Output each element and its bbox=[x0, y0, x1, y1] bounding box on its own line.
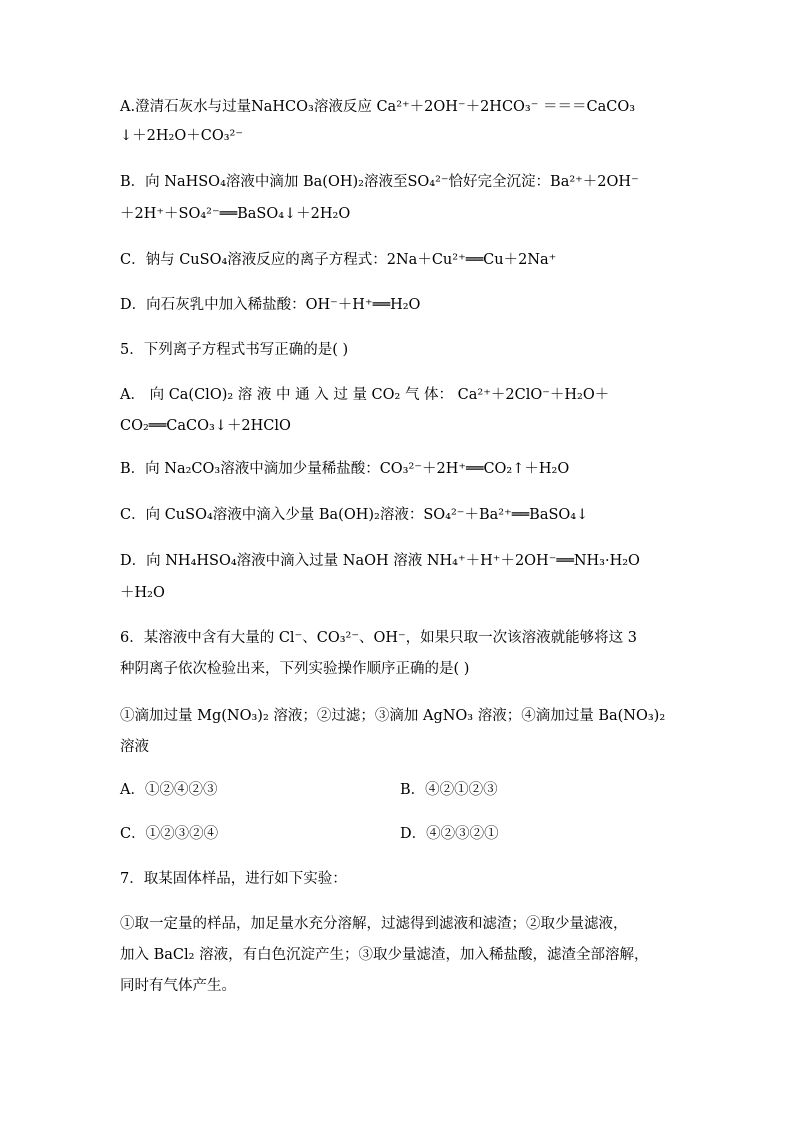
q6-option-d: D．④②③②① bbox=[400, 826, 499, 842]
question-6-stem-line1: 6．某溶液中含有大量的 Cl⁻、CO₃²⁻、OH⁻，如果只取一次该溶液就能够将这 3 bbox=[120, 630, 637, 646]
q7-text-line3: 同时有气体产生。 bbox=[120, 978, 236, 994]
q5-option-d-line2: ＋H₂O bbox=[120, 585, 165, 601]
q7-text-line1: ①取一定量的样品，加足量水充分溶解，过滤得到滤液和滤渣；②取少量滤液， bbox=[120, 916, 628, 932]
q5-option-a-line1: A． 向 Ca(ClO)₂ 溶 液 中 通 入 过 量 CO₂ 气 体： Ca²⁺＋2ClO⁻＋H₂O＋ bbox=[120, 387, 610, 403]
q4-option-a-line2: ↓＋2H₂O＋CO₃²⁻ bbox=[120, 128, 243, 144]
q5-option-c: C．向 CuSO₄溶液中滴入少量 Ba(OH)₂溶液：SO₄²⁻＋Ba²⁺══BaSO₄↓ bbox=[120, 507, 589, 523]
q5-option-d-line1: D．向 NH₄HSO₄溶液中滴入过量 NaOH 溶液 NH₄⁺＋H⁺＋2OH⁻══NH₃·H₂O bbox=[120, 553, 640, 569]
question-6-stem-line2: 种阴离子依次检验出来，下列实验操作顺序正确的是( ) bbox=[120, 661, 470, 677]
q6-option-c: C．①②③②④ bbox=[120, 826, 219, 842]
q4-option-c: C．钠与 CuSO₄溶液反应的离子方程式：2Na＋Cu²⁺══Cu＋2Na⁺ bbox=[120, 252, 557, 268]
q5-option-a-line2: CO₂══CaCO₃↓＋2HClO bbox=[120, 418, 291, 434]
q5-option-b: B．向 Na₂CO₃溶液中滴加少量稀盐酸：CO₃²⁻＋2H⁺══CO₂↑＋H₂O bbox=[120, 461, 570, 477]
q7-text-line2: 加入 BaCl₂ 溶液，有白色沉淀产生；③取少量滤渣，加入稀盐酸，滤渣全部溶解， bbox=[120, 947, 649, 963]
question-7-stem: 7．取某固体样品，进行如下实验： bbox=[120, 871, 347, 887]
question-5-stem: 5．下列离子方程式书写正确的是( ) bbox=[120, 342, 349, 358]
q4-option-d: D．向石灰乳中加入稀盐酸：OH⁻＋H⁺══H₂O bbox=[120, 297, 421, 313]
q6-steps-line2: 溶液 bbox=[120, 739, 149, 755]
q6-steps-line1: ①滴加过量 Mg(NO₃)₂ 溶液；②过滤；③滴加 AgNO₃ 溶液；④滴加过量 Ba(NO₃)₂ bbox=[120, 708, 666, 724]
q6-option-b: B．④②①②③ bbox=[400, 782, 498, 798]
q4-option-b-line2: ＋2H⁺＋SO₄²⁻══BaSO₄↓＋2H₂O bbox=[120, 206, 351, 222]
q4-option-b-line1: B．向 NaHSO₄溶液中滴加 Ba(OH)₂溶液至SO₄²⁻恰好完全沉淀：Ba²⁺＋2OH⁻ bbox=[120, 174, 639, 190]
q6-option-a: A．①②④②③ bbox=[120, 782, 218, 798]
q4-option-a-line1: A.澄清石灰水与过量NaHCO₃溶液反应 Ca²⁺＋2OH⁻＋2HCO₃⁻ ＝＝＝CaCO₃ bbox=[120, 99, 636, 115]
